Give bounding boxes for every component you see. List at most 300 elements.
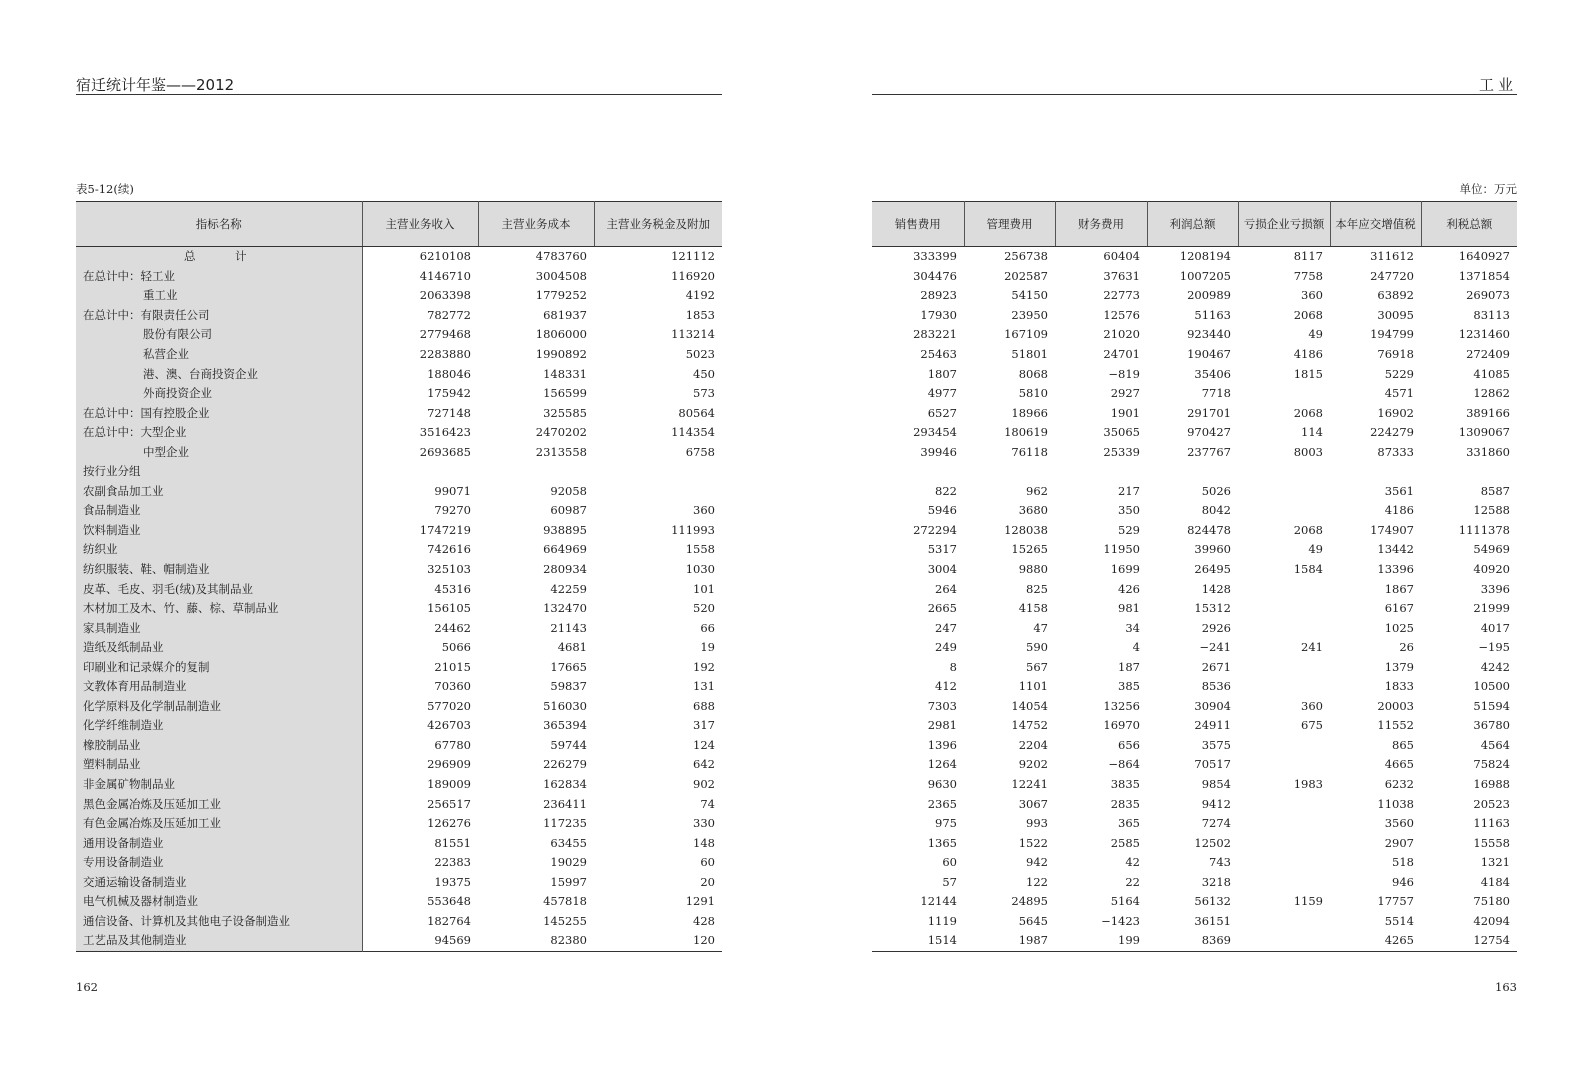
table-cell: 529 [1118, 522, 1140, 537]
table-cell: 12502 [1194, 835, 1231, 850]
table-cell: 975 [935, 816, 957, 831]
table-cell: 36780 [1473, 718, 1510, 733]
table-cell: 1522 [1018, 835, 1048, 850]
table-cell: 1025 [1384, 620, 1414, 635]
table-cell: 24911 [1194, 718, 1231, 733]
table-cell: 1853 [685, 307, 715, 322]
table-cell: 9630 [927, 777, 957, 792]
table-cell: 15312 [1194, 601, 1231, 616]
table-cell: 59744 [550, 737, 587, 752]
table-cell: 325585 [543, 405, 587, 420]
table-cell: 1007205 [1179, 268, 1231, 283]
running-head-left [76, 74, 722, 95]
table-cell: 17930 [920, 307, 957, 322]
table-cell: 217 [1118, 483, 1140, 498]
table-cell [1238, 853, 1330, 873]
table-cell: 15265 [1011, 542, 1048, 557]
table-row [872, 267, 1517, 287]
table-cell: 2204 [1018, 737, 1048, 752]
table-cell: 7274 [1201, 816, 1231, 831]
table-cell [478, 462, 594, 482]
table-cell: 76118 [1011, 444, 1048, 459]
table-cell: 241 [1301, 640, 1323, 655]
row-label: 工艺品及其他制造业 [76, 931, 362, 951]
table-cell: 360 [693, 503, 715, 518]
table-cell: 293454 [913, 425, 957, 440]
table-cell: 656 [1118, 737, 1140, 752]
table-cell: 5026 [1201, 483, 1231, 498]
table-cell: 553648 [427, 894, 471, 909]
table-cell: 17757 [1377, 894, 1414, 909]
table-cell: 111993 [671, 522, 715, 537]
table-cell: 350 [1118, 503, 1140, 518]
table-header-row [872, 202, 1517, 247]
table-cell: 590 [1026, 640, 1048, 655]
table-cell: 1901 [1110, 405, 1140, 420]
table-cell: 2835 [1110, 796, 1140, 811]
row-label: 外商投资企业 [76, 384, 362, 404]
table-cell: −864 [1108, 757, 1140, 772]
table-cell: 11552 [1377, 718, 1414, 733]
table-row [76, 540, 722, 560]
table-cell [1238, 618, 1330, 638]
table-row [872, 325, 1517, 345]
table-cell: 3516423 [419, 425, 471, 440]
table-row [76, 247, 722, 267]
table-cell: 5514 [1384, 913, 1414, 928]
table-cell: 385 [1118, 679, 1140, 694]
table-cell: 12144 [920, 894, 957, 909]
table-cell: 256738 [1004, 249, 1048, 264]
table-cell: 567 [1026, 659, 1048, 674]
table-cell: 688 [693, 698, 715, 713]
table-cell: 11950 [1103, 542, 1140, 557]
table-cell: 37631 [1103, 268, 1140, 283]
table-cell: 2063398 [419, 288, 471, 303]
table-cell: 6527 [927, 405, 957, 420]
table-cell: 12576 [1103, 307, 1140, 322]
table-cell: 60 [942, 855, 957, 870]
row-label: 木材加工及木、竹、藤、棕、草制品业 [76, 599, 362, 619]
table-cell: 6210108 [419, 249, 471, 264]
header-main-revenue: 主营业务收入 [362, 202, 478, 247]
table-cell: 49 [1308, 327, 1323, 342]
table-cell: 3218 [1201, 874, 1231, 889]
table-cell: 3560 [1384, 816, 1414, 831]
table-row [76, 736, 722, 756]
table-cell: 188046 [427, 366, 471, 381]
table-cell: 6167 [1384, 601, 1414, 616]
table-cell: 743 [1209, 855, 1231, 870]
table-cell: 675 [1301, 718, 1323, 733]
table-cell: 4681 [557, 640, 587, 655]
table-cell: 365394 [543, 718, 587, 733]
table-cell: 92058 [550, 483, 587, 498]
table-cell: 5317 [927, 542, 957, 557]
row-label: 中型企业 [76, 442, 362, 462]
table-cell: 13256 [1103, 698, 1140, 713]
table-cell: 28923 [920, 288, 957, 303]
table-cell [1238, 794, 1330, 814]
table-cell: 664969 [543, 542, 587, 557]
table-cell: 1640927 [1458, 249, 1510, 264]
table-cell: 1983 [1293, 777, 1323, 792]
table-cell: 822 [935, 483, 957, 498]
table-row [76, 892, 722, 912]
table-cell: −819 [1108, 366, 1140, 381]
table-cell [1238, 579, 1330, 599]
table-cell: 330 [693, 816, 715, 831]
table-cell: 280934 [543, 562, 587, 577]
table-cell: 256517 [427, 796, 471, 811]
table-cell: 5023 [685, 347, 715, 361]
table-cell: 1379 [1384, 659, 1414, 674]
table-cell: 1514 [927, 933, 957, 948]
table-cell: 1867 [1384, 581, 1414, 596]
table-cell: 83113 [1473, 307, 1510, 322]
table-cell: 21020 [1103, 327, 1140, 342]
table-cell: 360 [1301, 288, 1323, 303]
table-row [872, 833, 1517, 853]
table-cell: 57 [942, 874, 957, 889]
table-cell: 42259 [550, 581, 587, 596]
table-cell: 1111378 [1458, 522, 1510, 537]
table-cell [1421, 462, 1517, 482]
table-cell: 12241 [1011, 777, 1048, 792]
table-row [872, 579, 1517, 599]
table-cell: 11038 [1377, 796, 1414, 811]
table-cell: 1101 [1018, 679, 1048, 694]
table-row [872, 403, 1517, 423]
table-cell: 114354 [671, 425, 715, 440]
table-cell: 6758 [685, 444, 715, 459]
table-cell: 742616 [427, 542, 471, 557]
table-cell: 94569 [434, 933, 471, 948]
table-cell: 16902 [1377, 405, 1414, 420]
table-cell: 1264 [927, 757, 957, 772]
table-row [872, 657, 1517, 677]
table-cell: 247720 [1370, 268, 1414, 283]
table-cell: 54969 [1473, 542, 1510, 557]
table-cell: 946 [1392, 874, 1414, 889]
table-cell: 412 [935, 679, 957, 694]
table-cell: 296909 [427, 757, 471, 772]
row-label: 在总计中：国有控股企业 [76, 403, 362, 423]
table-cell: 41085 [1473, 366, 1510, 381]
left-page [76, 0, 722, 1077]
table-cell: 1119 [927, 913, 957, 928]
row-label: 化学原料及化学制品制造业 [76, 697, 362, 717]
table-cell: 75180 [1473, 894, 1510, 909]
table-cell: −241 [1199, 640, 1231, 655]
table-cell: 518 [1392, 855, 1414, 870]
table-row [872, 364, 1517, 384]
table-cell: 17665 [550, 659, 587, 674]
table-cell: 824478 [1187, 522, 1231, 537]
left-data-table [76, 201, 722, 952]
header-sales-expense: 销售费用 [872, 202, 964, 247]
table-cell: 291701 [1187, 405, 1231, 420]
table-row [872, 892, 1517, 912]
table-row [872, 677, 1517, 697]
table-row [872, 482, 1517, 502]
table-cell: 76918 [1377, 347, 1414, 361]
table-cell: 26 [1399, 640, 1414, 655]
table-row [872, 931, 1517, 951]
table-cell: 63455 [550, 835, 587, 850]
table-cell: 2470202 [535, 425, 587, 440]
table-cell: 1371854 [1458, 268, 1510, 283]
table-cell [1238, 482, 1330, 502]
table-cell: 938895 [543, 522, 587, 537]
table-row [872, 755, 1517, 775]
table-cell: 4665 [1384, 757, 1414, 772]
row-label: 股份有限公司 [76, 325, 362, 345]
table-cell [1238, 462, 1330, 482]
table-cell: 304476 [913, 268, 957, 283]
table-cell: 1321 [1480, 855, 1510, 870]
table-cell: 23950 [1011, 307, 1048, 322]
table-cell: 4783760 [535, 249, 587, 264]
row-label: 橡胶制品业 [76, 736, 362, 756]
row-label: 非金属矿物制品业 [76, 775, 362, 795]
table-cell: 128038 [1004, 522, 1048, 537]
table-cell: 237767 [1187, 444, 1231, 459]
table-cell [362, 462, 478, 482]
table-cell: 25339 [1103, 444, 1140, 459]
table-cell: 2068 [1293, 307, 1323, 322]
table-cell: 360 [1301, 698, 1323, 713]
table-cell: 1396 [927, 737, 957, 752]
table-cell: 311612 [1370, 249, 1414, 264]
table-cell: 1159 [1293, 894, 1323, 909]
table-cell: 45316 [434, 581, 471, 596]
table-cell: 12588 [1473, 503, 1510, 518]
table-cell: 272409 [1466, 347, 1510, 361]
table-cell: 1990892 [535, 347, 587, 361]
table-cell: 49 [1308, 542, 1323, 557]
table-cell: 36151 [1194, 913, 1231, 928]
table-row [872, 501, 1517, 521]
table-cell: 4158 [1018, 601, 1048, 616]
table-cell: 132470 [543, 601, 587, 616]
table-cell: 24462 [434, 620, 471, 635]
table-cell: 4192 [685, 288, 715, 303]
header-indicator-name: 指标名称 [76, 202, 362, 247]
table-cell: 2068 [1293, 405, 1323, 420]
table-cell: 182764 [427, 913, 471, 928]
table-cell [1238, 814, 1330, 834]
table-cell: 1779252 [535, 288, 587, 303]
table-cell: 457818 [543, 894, 587, 909]
table-row [76, 306, 722, 326]
table-cell: 20523 [1473, 796, 1510, 811]
row-label: 饮料制造业 [76, 521, 362, 541]
table-cell [1238, 833, 1330, 853]
table-cell: 99071 [434, 483, 471, 498]
table-cell: 56132 [1194, 894, 1231, 909]
table-cell: 15997 [550, 874, 587, 889]
table-row [76, 579, 722, 599]
section-title: 工业 [1478, 76, 1517, 94]
table-row [76, 325, 722, 345]
table-row [76, 501, 722, 521]
table-cell: 1030 [685, 562, 715, 577]
row-label: 电气机械及器材制造业 [76, 892, 362, 912]
table-cell: 22773 [1103, 288, 1140, 303]
table-cell: 224279 [1370, 425, 1414, 440]
table-cell: 13442 [1377, 542, 1414, 557]
table-cell: 962 [1026, 483, 1048, 498]
table-cell: 192 [693, 659, 715, 674]
table-cell: 426703 [427, 718, 471, 733]
table-row [76, 657, 722, 677]
header-total-profit: 利润总额 [1147, 202, 1238, 247]
table-cell: 200989 [1187, 288, 1231, 303]
table-cell: 1365 [927, 835, 957, 850]
table-cell: 70360 [434, 679, 471, 694]
table-cell: 981 [1118, 601, 1140, 616]
row-label: 文教体育用品制造业 [76, 677, 362, 697]
table-cell: 4017 [1480, 620, 1510, 635]
table-cell: 8003 [1293, 444, 1323, 459]
table-cell: 21999 [1473, 601, 1510, 616]
table-row [872, 462, 1517, 482]
table-cell: 174907 [1370, 522, 1414, 537]
table-cell: 389166 [1466, 405, 1510, 420]
table-cell: 2693685 [419, 444, 471, 459]
table-cell: 4184 [1480, 874, 1510, 889]
table-row [76, 462, 722, 482]
table-cell: 51163 [1194, 307, 1231, 322]
table-cell: 8369 [1201, 933, 1231, 948]
header-vat: 本年应交增值税 [1330, 202, 1421, 247]
table-caption: 表5-12(续) [76, 182, 134, 196]
row-label: 通用设备制造业 [76, 833, 362, 853]
table-header-row [76, 202, 722, 247]
table-cell: 67780 [434, 737, 471, 752]
table-cell: 4564 [1480, 737, 1510, 752]
table-cell: 5946 [927, 503, 957, 518]
table-row [76, 677, 722, 697]
table-cell: 8536 [1201, 679, 1231, 694]
table-cell: 4571 [1384, 386, 1414, 401]
table-row [76, 599, 722, 619]
row-label: 造纸及纸制品业 [76, 638, 362, 658]
table-cell: 39960 [1194, 542, 1231, 557]
table-cell: 19 [700, 640, 715, 655]
table-row [872, 345, 1517, 365]
table-cell: 22 [1125, 874, 1140, 889]
header-finance-expense: 财务费用 [1055, 202, 1147, 247]
table-cell: 642 [693, 757, 715, 772]
table-cell: 1208194 [1179, 249, 1231, 264]
table-cell: 162834 [543, 777, 587, 792]
table-cell: 264 [935, 581, 957, 596]
table-cell: 325103 [427, 562, 471, 577]
row-label: 专用设备制造业 [76, 853, 362, 873]
table-cell: 24701 [1103, 347, 1140, 361]
table-cell: 51594 [1473, 698, 1510, 713]
row-label: 皮革、毛皮、羽毛(绒)及其制品业 [76, 579, 362, 599]
table-row [76, 521, 722, 541]
table-cell: 24895 [1011, 894, 1048, 909]
table-cell: 1699 [1110, 562, 1140, 577]
table-cell [1238, 873, 1330, 893]
table-cell: 51801 [1011, 347, 1048, 361]
table-cell: 2926 [1201, 620, 1231, 635]
table-cell: −195 [1478, 640, 1510, 655]
table-cell: 7718 [1201, 386, 1231, 401]
table-cell: 426 [1118, 581, 1140, 596]
page-number-right: 163 [1495, 980, 1517, 994]
table-cell: 8042 [1201, 503, 1231, 518]
row-label: 食品制造业 [76, 501, 362, 521]
table-cell: 122 [1026, 874, 1048, 889]
table-cell: 4977 [927, 386, 957, 401]
running-head-right [872, 74, 1517, 95]
table-cell: 66 [700, 620, 715, 635]
row-label: 在总计中：大型企业 [76, 423, 362, 443]
table-cell [1147, 462, 1238, 482]
table-row [76, 755, 722, 775]
row-label: 私营企业 [76, 345, 362, 365]
table-row [872, 853, 1517, 873]
table-cell: 148 [693, 835, 715, 850]
table-cell: 5229 [1384, 366, 1414, 381]
table-cell: 3561 [1384, 483, 1414, 498]
table-cell: 247 [935, 620, 957, 635]
table-cell: 120 [693, 933, 715, 948]
table-cell [594, 462, 722, 482]
table-row [872, 560, 1517, 580]
row-label: 在总计中：轻工业 [76, 267, 362, 287]
table-cell: 19375 [434, 874, 471, 889]
table-cell: 39946 [920, 444, 957, 459]
table-cell: 12754 [1473, 933, 1510, 948]
table-cell: 8 [949, 659, 957, 674]
table-cell: 4186 [1384, 503, 1414, 518]
table-row [872, 814, 1517, 834]
table-row [872, 736, 1517, 756]
table-cell: 782772 [427, 307, 471, 322]
table-row [872, 775, 1517, 795]
table-cell: 993 [1026, 816, 1048, 831]
table-cell: 1584 [1293, 562, 1323, 577]
table-cell [1238, 931, 1330, 951]
table-cell: 20003 [1377, 698, 1414, 713]
table-cell: 1231460 [1458, 327, 1510, 342]
row-label: 在总计中：有限责任公司 [76, 306, 362, 326]
table-cell: 577020 [427, 698, 471, 713]
table-cell [1055, 462, 1147, 482]
table-cell: 428 [693, 913, 715, 928]
table-cell: 60987 [550, 503, 587, 518]
table-cell [1238, 677, 1330, 697]
table-cell: 681937 [543, 307, 587, 322]
table-row [76, 697, 722, 717]
table-cell: 22383 [434, 855, 471, 870]
table-cell: 63892 [1377, 288, 1414, 303]
row-label: 农副食品加工业 [76, 482, 362, 502]
table-cell: 9880 [1018, 562, 1048, 577]
table-cell: 1428 [1201, 581, 1231, 596]
table-row [76, 775, 722, 795]
row-label: 塑料制品业 [76, 755, 362, 775]
table-row [76, 345, 722, 365]
table-cell: 2283880 [419, 347, 471, 361]
table-cell: 516030 [543, 698, 587, 713]
